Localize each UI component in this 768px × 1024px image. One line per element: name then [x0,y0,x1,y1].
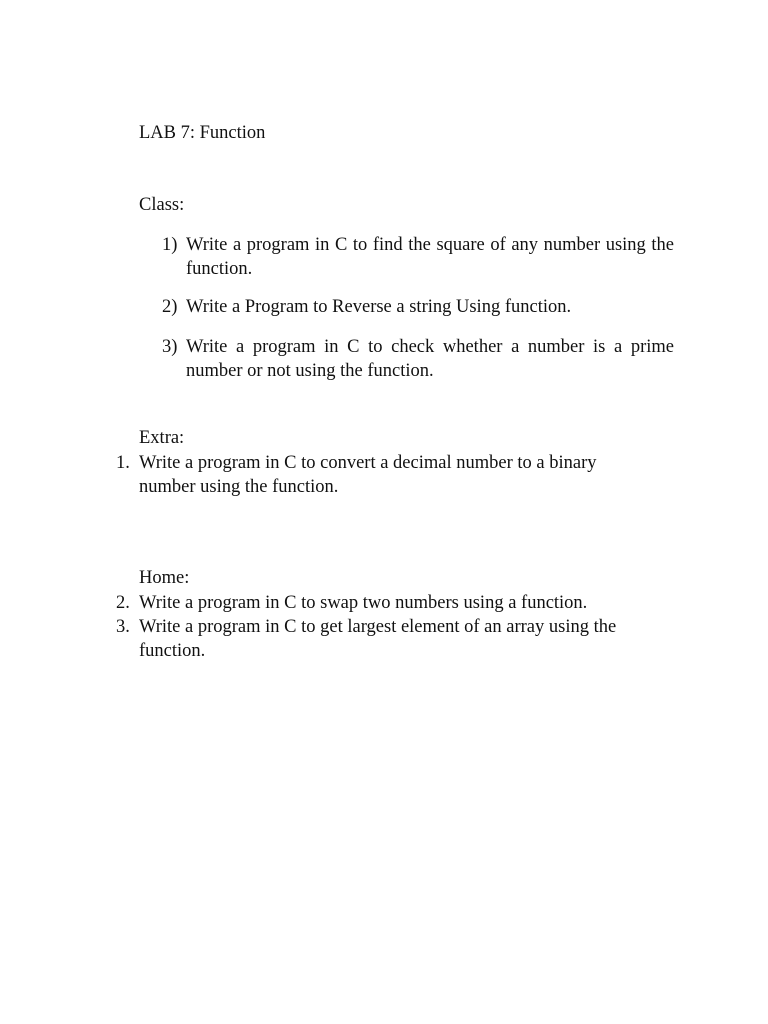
extra-item-1 [116,451,654,499]
class-item-3-text: Write a program in C to check whether a number is a prime number or not using the function. [186,337,674,381]
class-item-2-text: Write a Program to Reverse a string Using function. [186,297,572,317]
class-item-3-number: 3) [162,337,178,357]
extra-heading: Extra: [139,428,185,448]
extra-item-1-number: 1. [116,453,130,473]
class-item-1 [162,233,674,281]
class-item-2 [162,295,674,319]
extra-item-1-text: Write a program in C to convert a decimal number to a binary number using the function. [139,453,597,497]
class-item-3 [162,335,674,383]
home-heading: Home: [139,568,190,588]
home-item-3 [116,615,674,663]
class-item-2-number: 2) [162,297,178,317]
home-item-2-number: 2. [116,593,130,613]
home-item-3-number: 3. [116,617,130,637]
home-item-3-text: Write a program in C to get largest element of an array using the function. [139,617,617,661]
page-title: LAB 7: Function [139,123,266,143]
class-item-1-number: 1) [162,235,178,255]
class-heading: Class: [139,195,185,215]
class-item-1-text: Write a program in C to find the square of any number using the function. [186,235,674,279]
home-item-2-text: Write a program in C to swap two numbers using a function. [139,593,588,613]
home-item-2 [116,591,674,615]
